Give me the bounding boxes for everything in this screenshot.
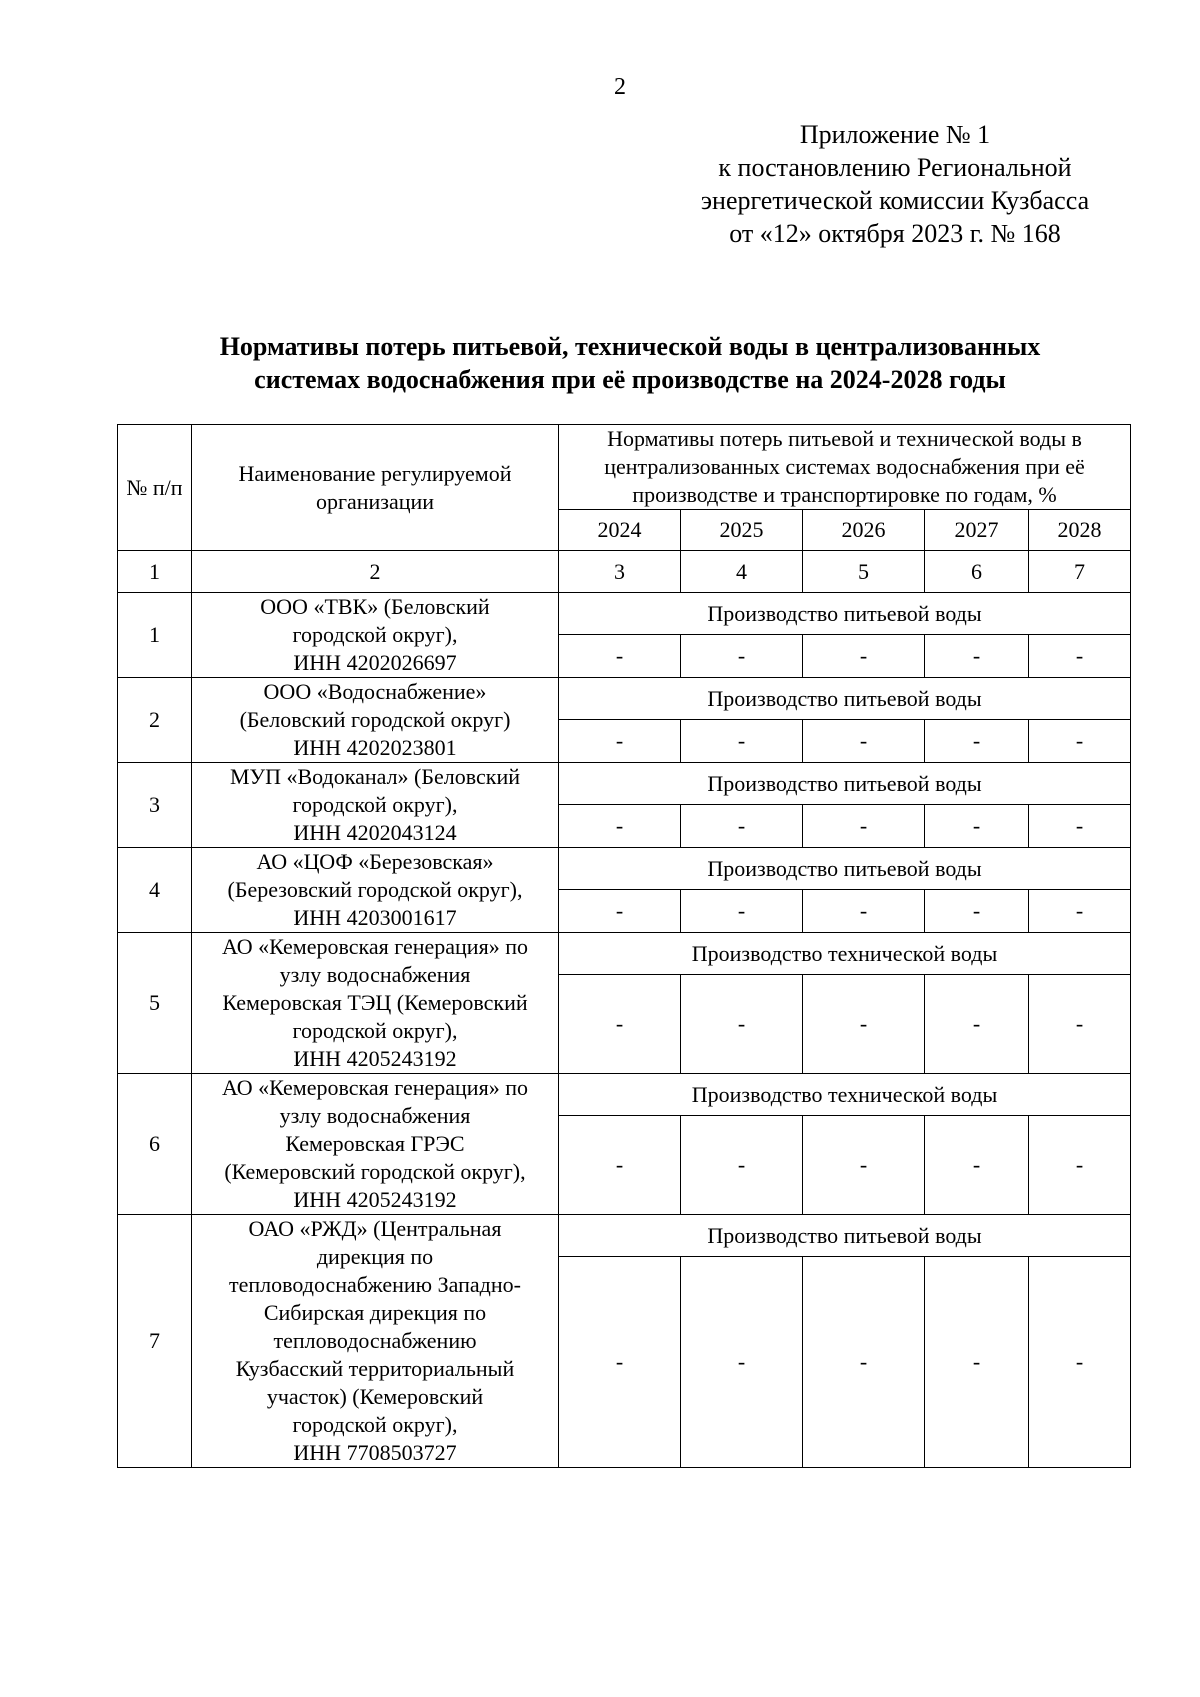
col-index: 5 (803, 551, 925, 593)
org-name-line: (Березовский городской округ), (227, 877, 523, 902)
appendix-line-2: к постановлению Региональной (718, 153, 1072, 182)
org-name-line: ИНН 4202026697 (293, 650, 457, 675)
production-type: Производство питьевой воды (559, 1215, 1131, 1257)
norm-value: - (681, 805, 803, 848)
production-type: Производство питьевой воды (559, 678, 1131, 720)
table-row (118, 848, 1131, 890)
norm-value: - (1029, 635, 1131, 678)
norm-value: - (1029, 975, 1131, 1074)
table-row (118, 678, 1131, 720)
header-num: № п/п (118, 425, 192, 551)
norm-value: - (925, 975, 1029, 1074)
org-name-line: МУП «Водоканал» (Беловский (229, 764, 521, 789)
appendix-block (640, 118, 1150, 250)
org-name (192, 933, 559, 1074)
norm-value: - (681, 890, 803, 933)
org-name-line: (Кемеровский городской округ), (224, 1159, 526, 1184)
title-line-1: Нормативы потерь питьевой, технической воды в централизованных (219, 332, 1041, 361)
norm-value: - (925, 890, 1029, 933)
org-name-line: Кемеровская ГРЭС (285, 1131, 465, 1156)
production-type: Производство питьевой воды (559, 763, 1131, 805)
norm-value: - (559, 1257, 681, 1468)
header-year: 2027 (925, 510, 1029, 551)
table-row (118, 763, 1131, 805)
org-name-line: ИНН 4203001617 (293, 905, 457, 930)
row-num: 1 (118, 593, 192, 678)
norm-value: - (803, 1257, 925, 1468)
org-name-line: ИНН 4202023801 (293, 735, 457, 760)
norms-table (117, 424, 1131, 1468)
col-index: 3 (559, 551, 681, 593)
norm-value: - (803, 1116, 925, 1215)
norm-value: - (803, 975, 925, 1074)
header-org: Наименование регулируемой организации (192, 425, 559, 551)
appendix-line-3: энергетической комиссии Кузбасса (700, 186, 1090, 215)
org-name-line: ИНН 7708503727 (293, 1440, 457, 1465)
norm-value: - (559, 1116, 681, 1215)
org-name-line: АО «Кемеровская генерация» по (222, 1075, 528, 1100)
norm-value: - (803, 890, 925, 933)
production-type: Производство технической воды (559, 933, 1131, 975)
org-name (192, 848, 559, 933)
org-name-line: ИНН 4205243192 (293, 1046, 457, 1071)
norm-value: - (681, 720, 803, 763)
org-name-line: ИНН 4202043124 (293, 820, 457, 845)
norm-value: - (925, 720, 1029, 763)
norm-value: - (1029, 890, 1131, 933)
org-name-line: Кемеровская ТЭЦ (Кемеровский (222, 990, 528, 1015)
col-index: 6 (925, 551, 1029, 593)
production-type: Производство технической воды (559, 1074, 1131, 1116)
org-name (192, 678, 559, 763)
org-name-line: ИНН 4205243192 (293, 1187, 457, 1212)
col-index: 2 (192, 551, 559, 593)
norm-value: - (681, 635, 803, 678)
appendix-line-4: от «12» октября 2023 г. № 168 (729, 219, 1061, 248)
table-row (118, 933, 1131, 975)
org-name-line: Кузбасский территориальный (235, 1356, 515, 1381)
row-num: 7 (118, 1215, 192, 1468)
table-row (118, 1074, 1131, 1116)
appendix-line-1: Приложение № 1 (799, 120, 991, 149)
col-index: 4 (681, 551, 803, 593)
norm-value: - (681, 1257, 803, 1468)
norm-value: - (803, 805, 925, 848)
org-name-line: городской округ), (292, 1412, 458, 1437)
norm-value: - (559, 720, 681, 763)
org-name (192, 763, 559, 848)
col-index: 7 (1029, 551, 1131, 593)
org-name-line: городской округ), (292, 622, 458, 647)
header-norms: Нормативы потерь питьевой и технической воды в централизованных системах водоснабжения при её производстве и транспортировке по годам, % (559, 425, 1131, 510)
org-name (192, 1074, 559, 1215)
norm-value: - (803, 635, 925, 678)
production-type: Производство питьевой воды (559, 593, 1131, 635)
table-row (118, 1215, 1131, 1257)
org-name-line: тепловодоснабжению Западно- (229, 1272, 521, 1297)
norm-value: - (1029, 720, 1131, 763)
org-name-line: дирекция по (316, 1244, 434, 1269)
norm-value: - (559, 890, 681, 933)
header-year: 2026 (803, 510, 925, 551)
row-num: 3 (118, 763, 192, 848)
org-name-line: городской округ), (292, 792, 458, 817)
header-year: 2028 (1029, 510, 1131, 551)
table-row (118, 593, 1131, 635)
table-body (118, 593, 1131, 1468)
row-num: 2 (118, 678, 192, 763)
norm-value: - (1029, 1257, 1131, 1468)
row-num: 4 (118, 848, 192, 933)
document-title (110, 330, 1150, 396)
norm-value: - (925, 805, 1029, 848)
norm-value: - (925, 1116, 1029, 1215)
page-number: 2 (614, 74, 626, 100)
org-name-line: узлу водоснабжения (279, 962, 471, 987)
norm-value: - (925, 635, 1029, 678)
org-name-line: городской округ), (292, 1018, 458, 1043)
org-name-line: ООО «Водоснабжение» (263, 679, 487, 704)
org-name-line: ООО «ТВК» (Беловский (260, 594, 490, 619)
row-num: 5 (118, 933, 192, 1074)
org-name-line: участок) (Кемеровский (266, 1384, 484, 1409)
org-name-line: тепловодоснабжению (273, 1328, 477, 1353)
norm-value: - (681, 1116, 803, 1215)
header-year: 2024 (559, 510, 681, 551)
norm-value: - (559, 635, 681, 678)
org-name-line: АО «ЦОФ «Березовская» (256, 849, 494, 874)
header-year: 2025 (681, 510, 803, 551)
col-index: 1 (118, 551, 192, 593)
production-type: Производство питьевой воды (559, 848, 1131, 890)
norm-value: - (925, 1257, 1029, 1468)
org-name-line: узлу водоснабжения (279, 1103, 471, 1128)
norm-value: - (1029, 805, 1131, 848)
norm-value: - (1029, 1116, 1131, 1215)
norm-value: - (559, 805, 681, 848)
org-name (192, 1215, 559, 1468)
row-num: 6 (118, 1074, 192, 1215)
org-name (192, 593, 559, 678)
org-name-line: ОАО «РЖД» (Центральная (248, 1216, 502, 1241)
norm-value: - (803, 720, 925, 763)
org-name-line: Сибирская дирекция по (263, 1300, 487, 1325)
org-name-line: АО «Кемеровская генерация» по (222, 934, 528, 959)
norm-value: - (559, 975, 681, 1074)
org-name-line: (Беловский городской округ) (239, 707, 511, 732)
title-line-2: системах водоснабжения при её производстве на 2024-2028 годы (254, 365, 1006, 394)
norm-value: - (681, 975, 803, 1074)
